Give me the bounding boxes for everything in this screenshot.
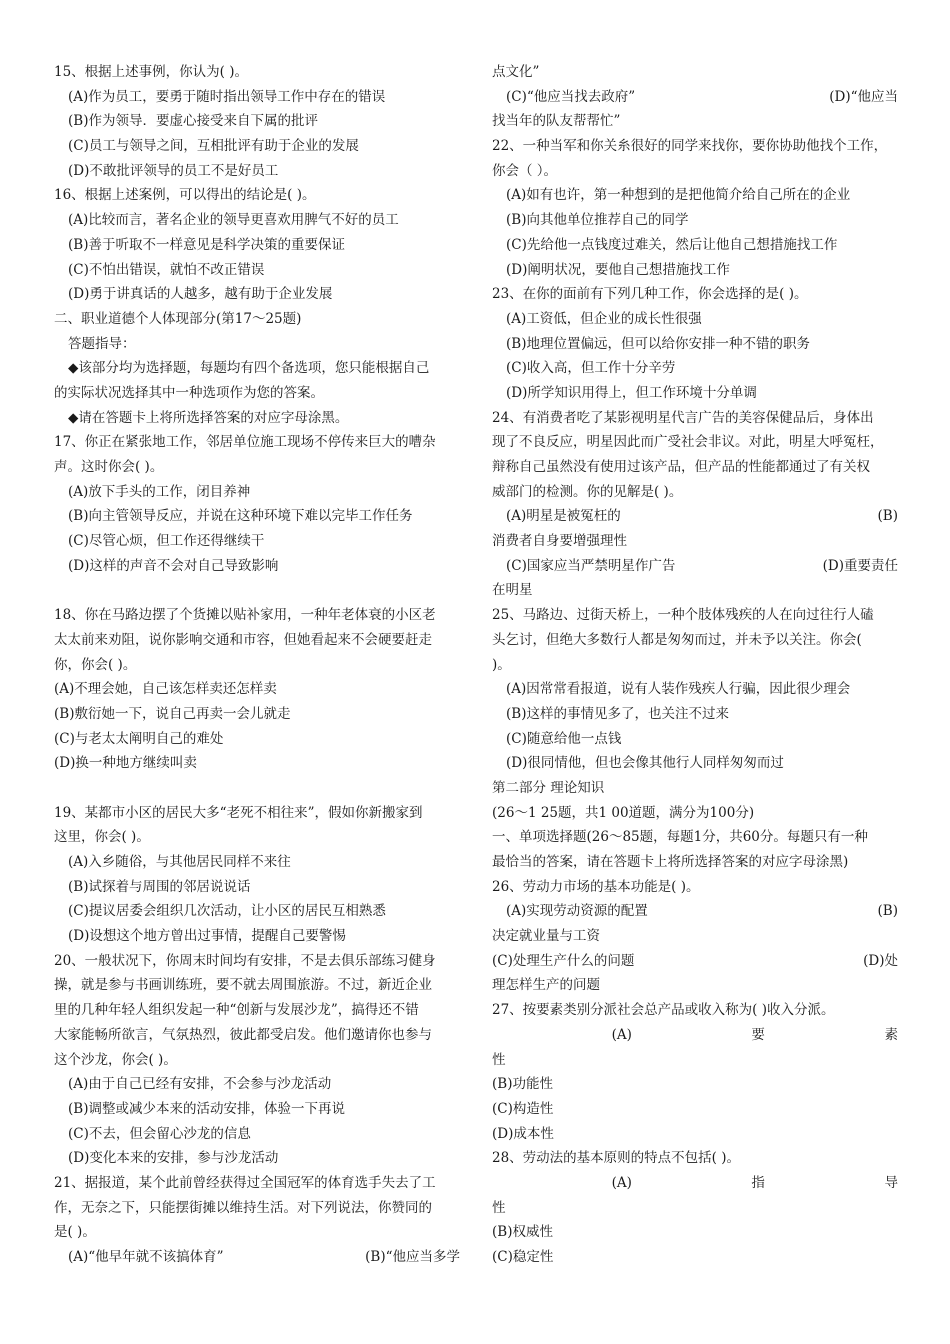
text-line: (D)阐明状况，要他自己想措施找工作 bbox=[506, 261, 730, 278]
text-line: 在明星 bbox=[492, 582, 533, 599]
text-line: 威部门的检测。你的见解是( )。 bbox=[492, 483, 683, 500]
text-line: (A)工资低，但企业的成长性很强 bbox=[506, 310, 702, 327]
text-line: 19、某都市小区的居民大多“老死不相往来”，假如你新搬家到 bbox=[54, 804, 423, 821]
text-line: (B)向主管领导反应，并说在这种环境下难以完毕工作任务 bbox=[68, 508, 413, 525]
text-line: (A)作为员工，要勇于随时指出领导工作中存在的错误 bbox=[68, 88, 386, 105]
text-line: (A)比较而言，著名企业的领导更喜欢用脾气不好的员工 bbox=[68, 212, 399, 229]
text-line: (C)不怕出错误，就怕不改正错误 bbox=[68, 261, 265, 278]
text-line: (C)员工与领导之间，互相批评有助于企业的发展 bbox=[68, 138, 359, 155]
text-segment: (B) bbox=[877, 508, 898, 525]
text-segment: (A) bbox=[611, 1026, 632, 1043]
text-line: 一、单项选择题(26～85题，每题1分，共60分。每题只有一种 bbox=[492, 829, 868, 846]
text-line: (A)入乡随俗，与其他居民同样不来往 bbox=[68, 854, 291, 870]
text-line: 第二部分 理论知识 bbox=[492, 779, 605, 796]
text-line: (B)地理位置偏远，但可以给你安排一种不错的职务 bbox=[506, 335, 810, 352]
text-line: (D)变化本来的安排，参与沙龙活动 bbox=[68, 1150, 279, 1167]
text-line: 决定就业量与工资 bbox=[492, 928, 600, 945]
text-line: 操，就是参与书画训练班，要不就去周围旅游。不过，新近企业 bbox=[54, 977, 432, 994]
text-segment: (D)重要责任 bbox=[822, 557, 898, 574]
text-line: (D)不敢批评领导的员工不是好员工 bbox=[68, 162, 279, 179]
text-line: (A)放下手头的工作，闭目养神 bbox=[68, 483, 251, 500]
text-line: (D)设想这个地方曾出过事情，提醒自己要警惕 bbox=[68, 928, 346, 945]
text-line: 这个沙龙，你会( )。 bbox=[54, 1051, 177, 1068]
text-line: (D)换一种地方继续叫卖 bbox=[54, 755, 197, 772]
text-line: (B)敷衍她一下，说自己再卖一会儿就走 bbox=[54, 705, 291, 722]
text-line: 28、劳动法的基本原则的特点不包括( )。 bbox=[492, 1150, 741, 1167]
text-line: ◆请在答题卡上将所选择答案的对应字母涂黑。 bbox=[68, 409, 349, 426]
text-line: 21、据报道，某个此前曾经获得过全国冠军的体育选手失去了工 bbox=[54, 1174, 436, 1191]
text-line: 23、在你的面前有下列几种工作，你会选择的是( )。 bbox=[492, 286, 808, 303]
text-segment: (C)处理生产什么的问题 bbox=[492, 952, 635, 969]
text-line: 现了不良反应，明星因此而广受社会非议。对此，明星大呼冤枉， bbox=[492, 434, 884, 451]
text-line: 点文化” bbox=[492, 64, 540, 80]
text-line: (A)如有也许，第一种想到的是把他简介给自己所在的企业 bbox=[506, 187, 851, 204]
text-line: (C)与老太太阐明自己的难处 bbox=[54, 730, 224, 747]
text-line: 26、劳动力市场的基本功能是( )。 bbox=[492, 878, 700, 895]
text-segment: (D)“他应当 bbox=[829, 88, 898, 105]
text-segment: (C)“他应当找去政府” bbox=[506, 88, 636, 105]
text-line: (C)不去，但会留心沙龙的信息 bbox=[68, 1125, 251, 1142]
text-line: (B)调整或减少本来的活动安排，体验一下再说 bbox=[68, 1100, 345, 1117]
text-line bbox=[492, 899, 898, 924]
text-line: (D)成本性 bbox=[492, 1125, 554, 1142]
text-line: 最恰当的答案，请在答题卡上将所选择答案的对应字母涂黑) bbox=[492, 854, 849, 870]
text-line: (A)不理会她，自己该怎样卖还怎样卖 bbox=[54, 681, 277, 698]
text-line: 的实际状况选择其中一种选项作为您的答案。 bbox=[54, 384, 324, 401]
text-line: 答题指导： bbox=[68, 335, 136, 352]
text-segment: 指 bbox=[751, 1174, 765, 1191]
text-line bbox=[492, 85, 898, 110]
text-line: ◆该部分均为选择题，每题均有四个备选项，您只能根据自己 bbox=[68, 360, 430, 377]
text-line: 辩称自己虽然没有使用过该产品，但产品的性能都通过了有关权 bbox=[492, 459, 870, 475]
text-line: (26～1 25题，共1 00道题，满分为100分) bbox=[492, 804, 755, 821]
text-line bbox=[492, 949, 898, 974]
text-line: 15、根据上述事例，你认为( )。 bbox=[54, 64, 249, 80]
text-line: 声。这时你会( )。 bbox=[54, 459, 164, 475]
text-line: 太太前来劝阻，说你影响交通和市容，但她看起来不会硬要赶走 bbox=[54, 631, 432, 648]
text-line bbox=[492, 504, 898, 529]
text-line: (A)因常常看报道，说有人装作残疾人行骗，因此很少理会 bbox=[506, 681, 851, 698]
text-line bbox=[492, 1171, 898, 1196]
text-line: 性 bbox=[492, 1051, 506, 1068]
text-line: (A)由于自己已经有安排，不会参与沙龙活动 bbox=[68, 1076, 332, 1093]
text-line bbox=[54, 776, 460, 801]
text-line: (D)勇于讲真话的人越多，越有助于企业发展 bbox=[68, 286, 333, 303]
text-line: (B)权威性 bbox=[492, 1224, 553, 1241]
text-line: 16、根据上述案例，可以得出的结论是( )。 bbox=[54, 187, 316, 204]
text-line bbox=[54, 578, 460, 603]
text-line: (D)很同情他，但也会像其他行人同样匆匆而过 bbox=[506, 755, 784, 772]
text-line: 18、你在马路边摆了个货摊以贴补家用，一种年老体衰的小区老 bbox=[54, 607, 436, 624]
text-line: (B)这样的事情见多了，也关注不过来 bbox=[506, 705, 729, 722]
text-segment: (D)处 bbox=[863, 952, 898, 969]
text-line: 找当年的队友帮帮忙” bbox=[492, 113, 621, 130]
text-line bbox=[492, 554, 898, 579]
text-line: 里的几种年轻人组织发起一种“创新与发展沙龙”，搞得还不错 bbox=[54, 1002, 419, 1019]
left-column bbox=[54, 60, 460, 1270]
text-segment: (A)实现劳动资源的配置 bbox=[506, 903, 648, 920]
text-line: )。 bbox=[492, 656, 511, 673]
text-line: (B)向其他单位推荐自己的同学 bbox=[506, 212, 689, 229]
text-segment: (B)“他应当多学 bbox=[365, 1249, 460, 1265]
text-line: 作，无奈之下，只能摆街摊以维持生活。对下列说法，你赞同的 bbox=[54, 1199, 432, 1216]
right-column bbox=[492, 60, 898, 1270]
text-line: 是( )。 bbox=[54, 1224, 96, 1241]
text-segment: (A)“他早年就不该搞体育” bbox=[68, 1249, 224, 1265]
text-line: (D)所学知识用得上，但工作环境十分单调 bbox=[506, 384, 757, 401]
text-segment: (C)国家应当严禁明星作广告 bbox=[506, 557, 676, 574]
text-line: 理怎样生产的问题 bbox=[492, 977, 600, 994]
text-line: (B)功能性 bbox=[492, 1076, 553, 1093]
text-line: (D)这样的声音不会对自己导致影响 bbox=[68, 557, 279, 574]
text-line: (C)收入高，但工作十分辛劳 bbox=[506, 360, 676, 377]
text-line: 27、按要素类别分派社会总产品或收入称为( )收入分派。 bbox=[492, 1002, 835, 1019]
text-line: (B)试探着与周围的邻居说说话 bbox=[68, 878, 251, 895]
text-segment: 导 bbox=[884, 1174, 898, 1191]
text-line: (B)作为领导．要虚心接受来自下属的批评 bbox=[68, 113, 318, 130]
text-line: (C)稳定性 bbox=[492, 1249, 554, 1265]
text-line: 20、一般状况下，你周末时间均有安排，不是去俱乐部练习健身 bbox=[54, 952, 436, 969]
text-line: 17、你正在紧张地工作，邻居单位施工现场不停传来巨大的嘈杂 bbox=[54, 434, 436, 451]
text-line bbox=[54, 1245, 460, 1270]
text-line: (C)提议居委会组织几次活动，让小区的居民互相熟悉 bbox=[68, 903, 386, 920]
text-line bbox=[492, 1023, 898, 1048]
text-line: 25、马路边、过街天桥上，一种个肢体残疾的人在向过往行人磕 bbox=[492, 607, 874, 624]
text-line: 性 bbox=[492, 1199, 506, 1216]
text-line: 22、一种当军和你关糸很好的同学来找你，要你协助他找个工作， bbox=[492, 138, 888, 155]
text-line: (C)构造性 bbox=[492, 1100, 554, 1117]
text-line: 24、有消费者吃了某影视明星代言广告的美容保健品后，身体出 bbox=[492, 409, 874, 426]
text-line: 你会（ ）。 bbox=[492, 162, 558, 179]
text-segment: (A) bbox=[611, 1174, 632, 1191]
text-line: 头乞讨，但绝大多数行人都是匆匆而过，并未予以关注。你会( bbox=[492, 631, 862, 648]
text-line: 这里，你会( )。 bbox=[54, 829, 150, 846]
text-line: (C)随意给他一点钱 bbox=[506, 730, 622, 747]
text-line: (B)善于听取不一样意见是科学决策的重要保证 bbox=[68, 236, 345, 253]
text-line: 你，你会( )。 bbox=[54, 656, 137, 673]
text-segment: 素 bbox=[884, 1026, 898, 1043]
text-line: (C)尽管心烦，但工作还得继续干 bbox=[68, 533, 265, 550]
text-line: 大家能畅所欲言，气氛热烈，彼此都受启发。他们邀请你也参与 bbox=[54, 1026, 432, 1043]
text-line: 二、职业道德个人体现部分(第17～25题) bbox=[54, 310, 302, 327]
text-line: (C)先给他一点钱度过难关，然后让他自己想措施找工作 bbox=[506, 236, 838, 253]
text-segment: 要 bbox=[751, 1026, 765, 1043]
text-segment: (B) bbox=[877, 903, 898, 920]
text-segment: (A)明星是被冤枉的 bbox=[506, 508, 621, 525]
text-line: 消费者自身要增强理性 bbox=[492, 533, 627, 550]
